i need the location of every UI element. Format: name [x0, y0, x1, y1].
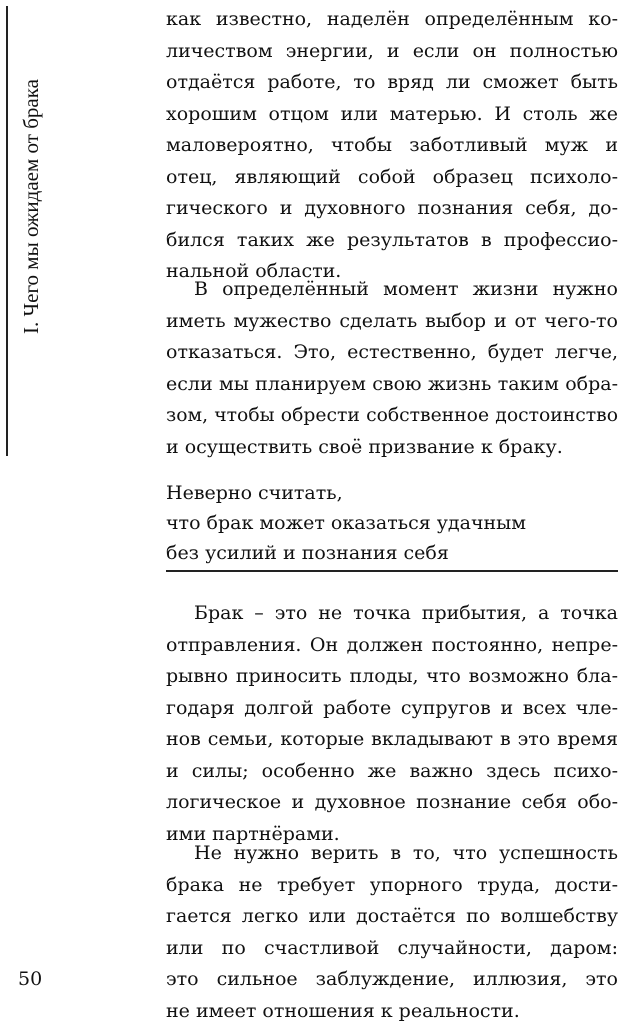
text-line: или по счастливой случайности, даром:: [166, 933, 618, 965]
text-line: Брак – это не точка прибытия, а точка: [166, 598, 618, 630]
text-line: и силы; особенно же важно здесь психо-: [166, 756, 618, 788]
text-line: отправления. Он должен постоянно, непре-: [166, 630, 618, 662]
text-line: ими партнёрами.: [166, 819, 618, 851]
text-line: отдаётся работе, то вряд ли сможет быть: [166, 67, 618, 99]
text-line: гается легко или достаётся по волшебству: [166, 901, 618, 933]
pull-quote-line: что брак может оказаться удачным: [166, 508, 618, 538]
text-line: не имеет отношения к реальности.: [166, 996, 618, 1027]
paragraph-4: [166, 838, 618, 1027]
pull-quote-rule: [166, 570, 618, 572]
text-line: брака не требует упорного труда, дости-: [166, 870, 618, 902]
text-line: маловероятно, чтобы заботливый муж и: [166, 130, 618, 162]
text-line: гического и духовного познания себя, до-: [166, 193, 618, 225]
text-line: личеством энергии, и если он полностью: [166, 36, 618, 68]
text-line: зом, чтобы обрести собственное достоинство: [166, 400, 618, 432]
running-head-chapter-title: I. Чего мы ожидаем от брака: [16, 14, 46, 334]
pull-quote-line: Неверно считать,: [166, 478, 618, 508]
margin-vertical-rule: [6, 6, 8, 456]
text-line: нальной области.: [166, 256, 618, 288]
page-number: 50: [18, 966, 42, 992]
text-line: логическое и духовное познание себя обо-: [166, 787, 618, 819]
pull-quote: [166, 478, 618, 568]
text-line: бился таких же результатов в профессио-: [166, 225, 618, 257]
paragraph-2: [166, 274, 618, 463]
pull-quote-line: без усилий и познания себя: [166, 538, 618, 568]
text-line: годаря долгой работе супругов и всех чле-: [166, 693, 618, 725]
text-line: отказаться. Это, естественно, будет легче,: [166, 337, 618, 369]
text-line: это сильное заблуждение, иллюзия, это: [166, 964, 618, 996]
text-line: нов семьи, которые вкладывают в это время: [166, 724, 618, 756]
text-line: В определённый момент жизни нужно: [166, 274, 618, 306]
text-line: хорошим отцом или матерью. И столь же: [166, 99, 618, 131]
text-line: если мы планируем свою жизнь таким обра-: [166, 369, 618, 401]
text-line: отец, являющий собой образец психоло-: [166, 162, 618, 194]
text-line: рывно приносить плоды, что возможно бла-: [166, 661, 618, 693]
text-line: как известно, наделён определённым ко-: [166, 4, 618, 36]
paragraph-1: [166, 4, 618, 288]
text-line: и осуществить своё призвание к браку.: [166, 432, 618, 464]
left-margin: [0, 0, 56, 1016]
text-line: иметь мужество сделать выбор и от чего-то: [166, 306, 618, 338]
paragraph-3: [166, 598, 618, 850]
text-line: Не нужно верить в то, что успешность: [166, 838, 618, 870]
